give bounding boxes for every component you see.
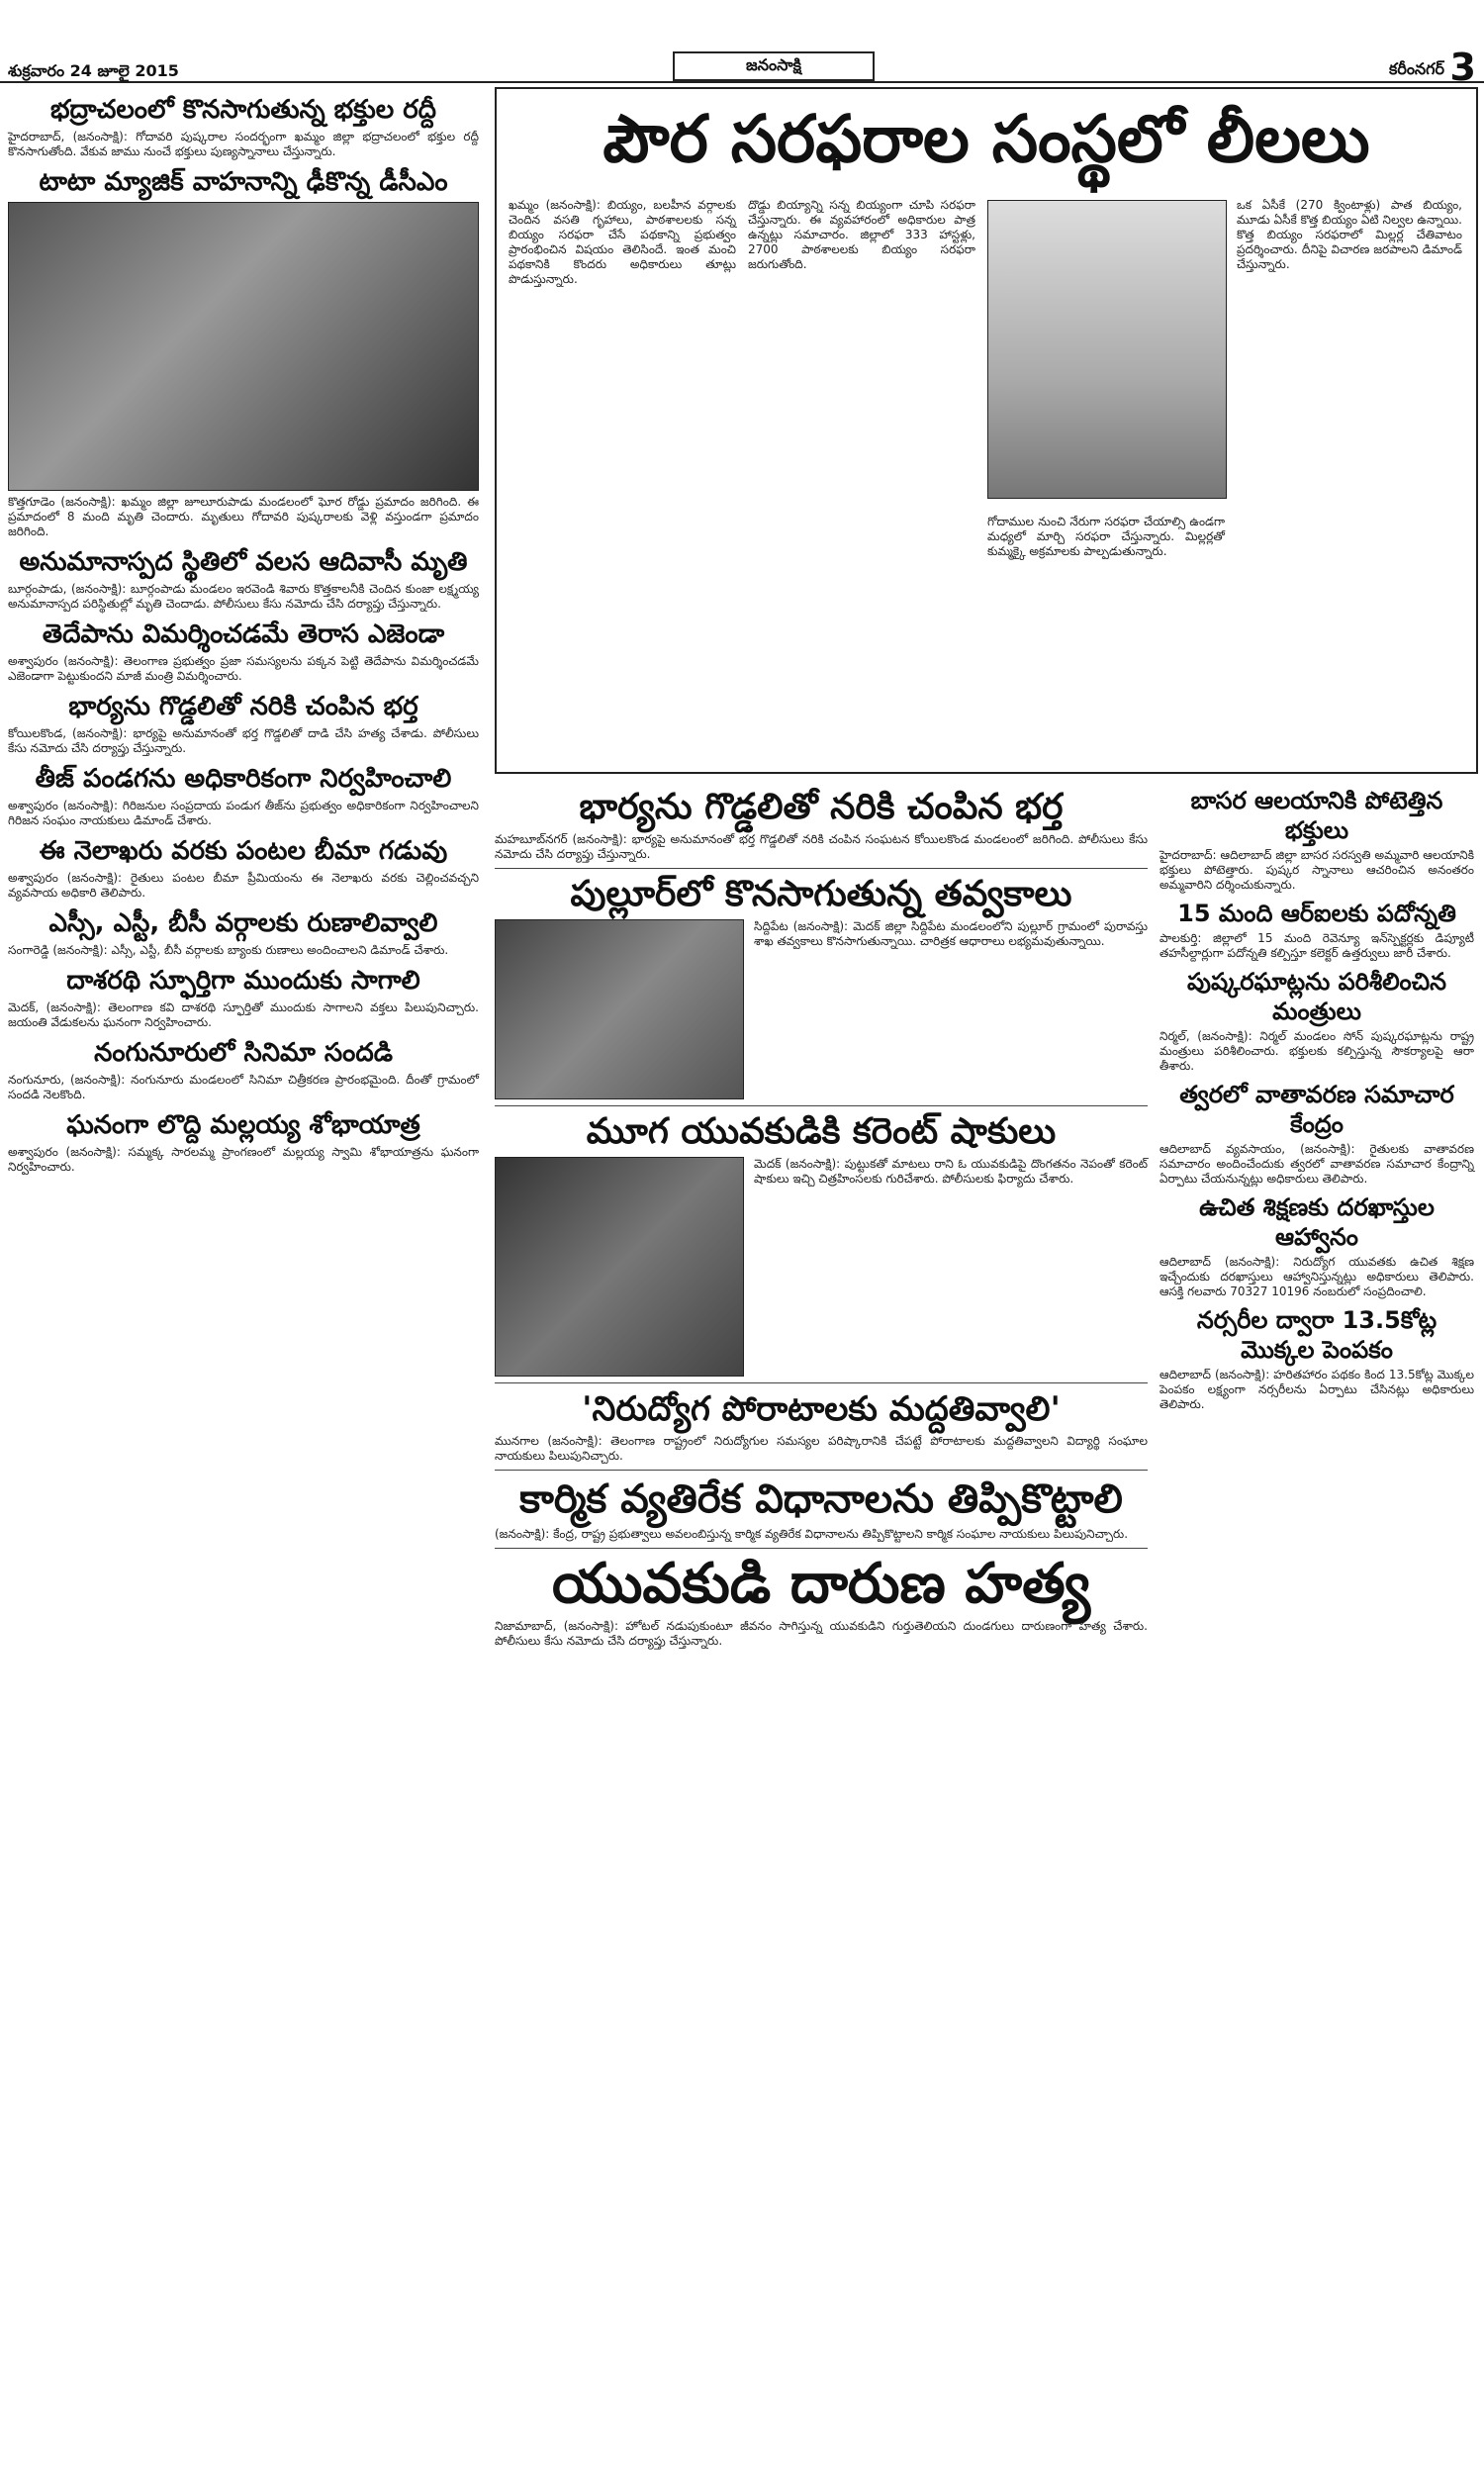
lead-column-1 bbox=[509, 198, 736, 287]
rice-bag-photo bbox=[987, 200, 1227, 499]
story-headline: తీజ్‌ పండగను అధికారికంగా నిర్వహించాలి bbox=[35, 764, 452, 794]
story-body: నిజామాబాద్‌, (జనంసాక్షి): హోటల్‌ నడుపుకుంటూ జీవనం సాగిస్తున్న యువకుడిని గుర్తుతెలియని దుండగులు దారుణంగా హత్య చేశారు. పోలీసులు కేసు నమోదు చేసి దర్యాప్తు చేస్తున్నారు. bbox=[495, 1619, 1148, 1648]
story-body: ఆదిలాబాద్‌ వ్యవసాయం, (జనంసాక్షి): రైతులకు వాతావరణ సమాచారం అందించేందుకు త్వరలో వాతావరణ సమాచార కేంద్రాన్ని ఏర్పాటు చేయనున్నట్లు అధికారులు తెలిపారు. bbox=[1159, 1142, 1474, 1186]
edition-city: కరీంనగర్ bbox=[1388, 59, 1444, 78]
news-story bbox=[8, 1108, 479, 1175]
news-story bbox=[495, 1475, 1148, 1542]
story-body: నంగునూరు, (జనంసాక్షి): నంగునూరు మండలంలో సినిమా చిత్రీకరణ ప్రారంభమైంది. దీంతో గ్రామంలో సందడి నెలకొంది. bbox=[8, 1073, 479, 1101]
news-story bbox=[8, 1036, 479, 1102]
story-headline: టాటా మ్యాజిక్‌ వాహనాన్ని ఢీకొన్న డీసీఎం bbox=[39, 167, 448, 197]
news-story bbox=[1159, 899, 1474, 961]
story-headline: తెదేపాను విమర్శించడమే తెరాస ఎజెండా bbox=[42, 619, 445, 649]
story-headline: అనుమానాస్పద స్థితిలో వలస ఆదివాసీ మృతి bbox=[19, 547, 468, 577]
news-story bbox=[495, 786, 1148, 862]
story-body: హైదరాబాద్‌, (జనంసాక్షి): గోదావరి పుష్కరాల సందర్భంగా ఖమ్మం జిల్లా భద్రాచలంలో భక్తుల రద్దీ కొనసాగుతోంది. వేకువ జాము నుంచే భక్తులు పుణ్యస్నానాలు చేస్తున్నారు. bbox=[8, 130, 479, 158]
news-story bbox=[8, 906, 479, 958]
news-story bbox=[495, 1110, 1148, 1377]
story-body: అశ్వాపురం (జనంసాక్షి): రైతులు పంటల బీమా ప్రీమియంను ఈ నెలాఖరు వరకు చెల్లించవచ్చని వ్యవసాయ అధికారి తెలిపారు. bbox=[8, 871, 479, 900]
left-column bbox=[8, 89, 479, 2469]
news-story bbox=[8, 834, 479, 901]
news-story bbox=[8, 762, 479, 828]
story-body: మెదక్‌ (జనంసాక్షి): పుట్టుకతో మాటలు రాని ఓ యువకుడిపై దొంగతనం నెపంతో కరెంట్‌ షాకులు ఇచ్చి చిత్రహింసలకు గురిచేశారు. పోలీసులకు ఫిర్యాదు చేశారు. bbox=[754, 1157, 1148, 1186]
story-body: సిద్దిపేట (జనంసాక్షి): మెదక్‌ జిల్లా సిద్దిపేట మండలంలోని పుల్లూర్‌ గ్రామంలో పురావస్తు శాఖ తవ్వకాలు కొనసాగుతున్నాయి. చారిత్రక ఆధారాలు లభ్యమవుతున్నాయి. bbox=[754, 919, 1148, 948]
masthead bbox=[0, 0, 1484, 89]
news-story bbox=[8, 93, 479, 159]
story-headline: పుష్కరఘాట్లను పరిశీలించిన మంత్రులు bbox=[1187, 968, 1446, 1025]
story-headline: నర్సరీల ద్వారా 13.5కోట్ల మొక్కల పెంపకం bbox=[1196, 1306, 1438, 1364]
newspaper-logo: జనంసాక్షి bbox=[673, 51, 875, 81]
story-body: అశ్వాపురం (జనంసాక్షి): సమ్మక్క సారలమ్మ ప్రాంగణంలో మల్లయ్య స్వామి శోభాయాత్రను ఘనంగా నిర్వహించారు. bbox=[8, 1145, 479, 1174]
news-story bbox=[495, 1387, 1148, 1464]
story-body: మెదక్‌, (జనంసాక్షి): తెలంగాణ కవి దాశరథి స్ఫూర్తితో ముందుకు సాగాలని వక్తలు పిలుపునిచ్చారు. జయంతి వేడుకలను ఘనంగా నిర్వహించారు. bbox=[8, 1000, 479, 1029]
lead-column-3 bbox=[987, 515, 1225, 559]
story-body: మహబూబ్‌నగర్‌ (జనంసాక్షి): భార్యపై అనుమానంతో భర్త గొడ్డలితో నరికి చంపిన సంఘటన కోయిలకొండ మండలంలో జరిగింది. పోలీసులు కేసు నమోదు చేసి దర్యాప్తు చేస్తున్నారు. bbox=[495, 832, 1148, 861]
news-story bbox=[495, 1553, 1148, 1649]
lead-story-box bbox=[495, 87, 1478, 774]
story-body: ఆదిలాబాద్‌ (జనంసాక్షి): నిరుద్యోగ యువతకు ఉచిత శిక్షణ ఇచ్చేందుకు దరఖాస్తులు ఆహ్వానిస్తున్నట్లు అధికారులు తెలిపారు. ఆసక్తి గలవారు 70327 10196 నంబరులో సంప్రదించాలి. bbox=[1159, 1255, 1474, 1298]
story-body: పాలకుర్తి: జిల్లాలో 15 మంది రెవెన్యూ ఇన్‌స్పెక్టర్లకు డిప్యూటీ తహసీల్దార్లుగా పదోన్నతి కల్పిస్తూ కలెక్టర్‌ ఉత్తర్వులు జారీ చేశారు. bbox=[1159, 931, 1474, 960]
lead-column-2 bbox=[748, 198, 975, 272]
news-story bbox=[8, 964, 479, 1030]
lead-text: ఒక ఏసీకే (270 క్వింటాళ్లు) పాత బియ్యం, మూడు ఏసీకే కొత్త బియ్యం ఏటి నిల్వల ఉన్నాయి. కొత్త బియ్యం సరఫరాలో మిల్లర్ల చేతివాటం ప్రదర్శించారు. దీనిపై విచారణ జరపాలని డిమాండ్‌ చేస్తున్నారు. bbox=[1237, 198, 1462, 271]
story-headline: నంగునూరులో సినిమా సందడి bbox=[94, 1038, 393, 1068]
story-headline: మూగ యువకుడికి కరెంట్‌ షాకులు bbox=[586, 1111, 1057, 1152]
issue-date: శుక్రవారం 24 జూలై 2015 bbox=[8, 61, 179, 80]
story-headline: 15 మంది ఆర్‌ఐలకు పదోన్నతి bbox=[1177, 900, 1456, 927]
news-story bbox=[8, 545, 479, 612]
story-body: బూర్గంపాడు, (జనంసాక్షి): బూర్గంపాడు మండలం ఇరవెండి శివారు కొత్తకాలనీకి చెందిన కుంజా లక్ష్మయ్య అనుమానాస్పద పరిస్థితుల్లో మృతి చెందాడు. పోలీసులు కేసు నమోదు చేసి దర్యాప్తు చేస్తున్నారు. bbox=[8, 582, 479, 611]
story-body: ఆదిలాబాద్‌ (జనంసాక్షి): హరితహారం పథకం కింద 13.5కోట్ల మొక్కల పెంపకం లక్ష్యంగా నర్సరీలను ఏర్పాటు చేసినట్లు అధికారులు తెలిపారు. bbox=[1159, 1368, 1474, 1411]
story-body: మునగాల (జనంసాక్షి): తెలంగాణ రాష్ట్రంలో నిరుద్యోగుల సమస్యల పరిష్కారానికి చేపట్టే పోరాటాలకు మద్దతివ్వాలని విద్యార్థి సంఘాల నాయకులు పిలుపునిచ్చారు. bbox=[495, 1434, 1148, 1463]
page-number: 3 bbox=[1449, 46, 1476, 89]
accident-photo bbox=[8, 202, 479, 491]
news-story bbox=[1159, 1080, 1474, 1187]
news-story bbox=[1159, 1192, 1474, 1299]
story-body: అశ్వాపురం (జనంసాక్షి): తెలంగాణ ప్రభుత్వం ప్రజా సమస్యలను పక్కన పెట్టి తెదేపాను విమర్శించడమే ఎజెండాగా పెట్టుకుందని మాజీ మంత్రి విమర్శించారు. bbox=[8, 654, 479, 683]
story-headline: భార్యను గొడ్డలితో నరికి చంపిన భర్త bbox=[579, 787, 1064, 827]
story-headline: భద్రాచలంలో కొనసాగుతున్న భక్తుల రద్దీ bbox=[50, 95, 436, 125]
story-body: అశ్వాపురం (జనంసాక్షి): గిరిజనుల సంప్రదాయ పండుగ తీజ్‌ను ప్రభుత్వం అధికారికంగా నిర్వహించాలని గిరిజన సంఘం నాయకులు డిమాండ్‌ చేశారు. bbox=[8, 799, 479, 827]
right-column bbox=[1159, 782, 1474, 1418]
news-story bbox=[495, 873, 1148, 1099]
news-story bbox=[1159, 786, 1474, 893]
story-body: (జనంసాక్షి): కేంద్ర, రాష్ట్ర ప్రభుత్వాలు అవలంబిస్తున్న కార్మిక వ్యతిరేక విధానాలను తిప్పికొట్టాలని కార్మిక సంఘాల నాయకులు పిలుపునిచ్చారు. bbox=[495, 1527, 1129, 1541]
lead-text: ఖమ్మం (జనంసాక్షి): బియ్యం, బలహీన వర్గాలకు చెందిన వసతి గృహాలు, పాఠశాలలకు సన్న బియ్యం సరఫరా చేసే పథకాన్ని ప్రభుత్వం ప్రారంభించిన విషయం తెలిసిందే. ఇంత మంచి పథకానికి కొందరు అధికారులు తూట్లు పొడుస్తున్నారు. bbox=[509, 198, 736, 286]
story-headline: 'నిరుద్యోగ పోరాటాలకు మద్దతివ్వాలి' bbox=[582, 1389, 1061, 1429]
story-body: సంగారెడ్డి (జనంసాక్షి): ఎస్సీ, ఎస్టీ, బీసీ వర్గాలకు బ్యాంకు రుణాలు అందించాలని డిమాండ్‌ చేశారు. bbox=[8, 943, 449, 957]
story-headline: పుల్లూర్‌లో కొనసాగుతున్న తవ్వకాలు bbox=[570, 874, 1072, 914]
story-body: కోయిలకొండ, (జనంసాక్షి): భార్యపై అనుమానంతో భర్త గొడ్డలితో దాడి చేసి హత్య చేశాడు. పోలీసులు కేసు నమోదు చేసి దర్యాప్తు చేస్తున్నారు. bbox=[8, 726, 479, 755]
news-story bbox=[1159, 1305, 1474, 1412]
story-body: నిర్మల్‌, (జనంసాక్షి): నిర్మల్‌ మండలం సోన్‌ పుష్కరఘాట్లను రాష్ట్ర మంత్రులు పరిశీలించారు. భక్తులకు కల్పిస్తున్న సౌకర్యాలపై ఆరా తీశారు. bbox=[1159, 1029, 1474, 1073]
story-headline: బాసర ఆలయానికి పోటెత్తిన భక్తులు bbox=[1190, 787, 1443, 844]
story-headline: ఘనంగా లొద్ది మల్లయ్య శోభాయాత్ర bbox=[66, 1110, 420, 1140]
story-headline: భార్యను గొడ్డలితో నరికి చంపిన భర్త bbox=[68, 692, 418, 721]
lead-column-4 bbox=[1237, 198, 1462, 272]
victim-photo bbox=[495, 1157, 744, 1377]
story-body: హైదరాబాద్‌: ఆదిలాబాద్‌ జిల్లా బాసర సరస్వతి అమ్మవారి ఆలయానికి భక్తులు పోటెత్తారు. పుష్కర స్నానాలు ఆచరించిన అనంతరం అమ్మవారిని దర్శించుకున్నారు. bbox=[1159, 848, 1474, 892]
news-story bbox=[8, 690, 479, 756]
news-story bbox=[8, 165, 479, 539]
story-headline: యువకుడి దారుణ హత్య bbox=[551, 1552, 1091, 1616]
news-story bbox=[8, 618, 479, 684]
excavation-photo bbox=[495, 919, 744, 1099]
lead-text: గోదాముల నుంచి నేరుగా సరఫరా చేయాల్సి ఉండగా మధ్యలో మార్చి సరఫరా చేస్తున్నారు. మిల్లర్లతో కుమ్మక్కై అక్రమాలకు పాల్పడుతున్నారు. bbox=[987, 515, 1225, 558]
lead-text: దొడ్డు బియ్యాన్ని సన్న బియ్యంగా చూపి సరఫరా చేస్తున్నారు. ఈ వ్యవహారంలో అధికారుల పాత్ర ఉన్నట్లు సమాచారం. జిల్లాలో 333 హాస్టళ్లు, 2700 పాఠశాలలకు బియ్యం సరఫరా జరుగుతోంది. bbox=[748, 198, 975, 271]
story-body: కొత్తగూడెం (జనంసాక్షి): ఖమ్మం జిల్లా జూలూరుపాడు మండలంలో ఘోర రోడ్డు ప్రమాదం జరిగింది. ఈ ప్రమాదంలో 8 మంది మృతి చెందారు. మృతులు గోదావరి పుష్కరాలకు వెళ్లి వస్తుండగా ప్రమాదం జరిగింది. bbox=[8, 495, 479, 538]
story-headline: ఈ నెలాఖరు వరకు పంటల బీమా గడువు bbox=[39, 836, 448, 866]
middle-column bbox=[495, 782, 1148, 1655]
story-headline: ఎస్సీ, ఎస్టీ, బీసీ వర్గాలకు రుణాలివ్వాలి bbox=[48, 908, 438, 938]
story-headline: త్వరలో వాతావరణ సమాచార కేంద్రం bbox=[1179, 1081, 1454, 1138]
story-headline: ఉచిత శిక్షణకు దరఖాస్తుల ఆహ్వానం bbox=[1199, 1193, 1435, 1251]
story-headline: దాశరథి స్ఫూర్తిగా ముందుకు సాగాలి bbox=[66, 966, 420, 996]
news-story bbox=[1159, 967, 1474, 1074]
story-headline: కార్మిక వ్యతిరేక విధానాలను తిప్పికొట్టాలి bbox=[519, 1476, 1123, 1522]
lead-headline: పౌర సరఫరాల సంస్థలో లీలలు bbox=[603, 101, 1370, 177]
